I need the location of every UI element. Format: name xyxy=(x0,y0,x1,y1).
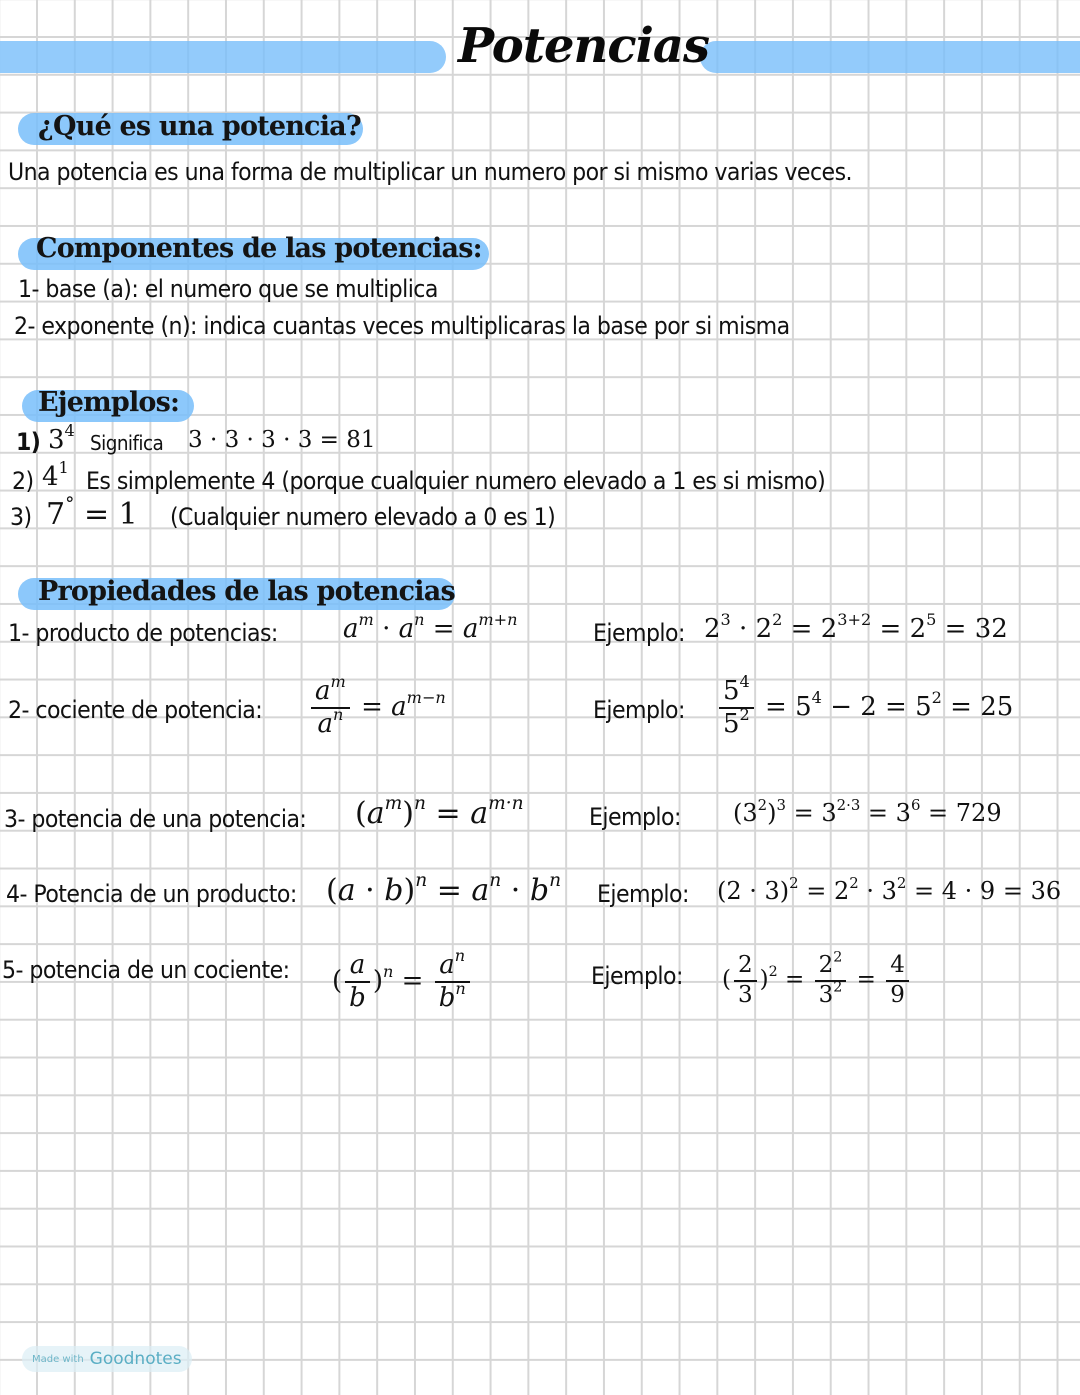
example-number: 2) xyxy=(12,467,34,495)
example-label: Ejemplo: xyxy=(591,962,683,990)
watermark-made-with: Made with xyxy=(32,1353,84,1365)
page-title: Potencias xyxy=(458,18,710,74)
section-heading-componentes: Componentes de las potencias: xyxy=(36,233,482,264)
definition-text: Una potencia es una forma de multiplicar un numero por si mismo varias veces. xyxy=(8,158,852,186)
property-label: 4- Potencia de un producto: xyxy=(6,880,297,908)
example-number: 3) xyxy=(10,503,32,531)
property-label: 1- producto de potencias: xyxy=(8,619,278,647)
property-label: 2- cociente de potencia: xyxy=(8,696,263,724)
example-label: Ejemplo: xyxy=(597,880,689,908)
section-heading-propiedades: Propiedades de las potencias xyxy=(38,576,455,607)
property-rule: ( $\frac{a}{b}$ )$^n$ = $\frac{a^n}{b^n}$ xyxy=(332,950,473,1014)
title-banner-right xyxy=(700,41,1080,73)
example-label: Ejemplo: xyxy=(593,619,685,647)
goodnotes-watermark xyxy=(22,1346,192,1372)
example-number: 1) xyxy=(16,428,41,456)
example-label: Ejemplo: xyxy=(593,696,685,724)
title-banner-left xyxy=(0,41,446,73)
example-text: Es simplemente 4 (porque cualquier numero elevado a 1 es si mismo) xyxy=(86,467,826,495)
property-rule: $(a^m)^n = a^{m\cdot n}$ xyxy=(355,793,524,831)
example-power: 7° = 1 xyxy=(46,494,138,532)
example-power: $3^4$ xyxy=(48,420,75,455)
example-power: $4^1$ xyxy=(42,457,69,492)
property-example: $2^3 \cdot 2^2 = 2^{3+2} = 2^5 = 32$ xyxy=(704,609,1008,644)
watermark-brand: Goodnotes xyxy=(89,1349,182,1369)
component-item-base: 1- base (a): el numero que se multiplica xyxy=(18,275,438,303)
example-text: (Cualquier numero elevado a 0 es 1) xyxy=(170,503,556,531)
property-example: $(2 \cdot 3)^2 = 2^2 \cdot 3^2 = 4 \cdot 9 = 36$ xyxy=(717,873,1062,905)
section-heading-que-es: ¿Qué es una potencia? xyxy=(38,111,361,142)
example-label: Significa xyxy=(90,431,164,455)
property-example: $(3^2)^3 = 3^{2\cdot 3} = 3^6 = 729$ xyxy=(733,795,1002,827)
component-item-exponente: 2- exponente (n): indica cuantas veces multiplicaras la base por si misma xyxy=(14,312,790,340)
example-expression: 3 · 3 · 3 · 3 = 81 xyxy=(188,427,376,453)
property-label: 3- potencia de una potencia: xyxy=(4,805,307,833)
property-rule: $a^m \cdot a^n = a^{m+n}$ xyxy=(343,609,518,644)
section-heading-ejemplos: Ejemplos: xyxy=(38,387,180,418)
property-example: $\frac{5^4}{5^2}$ = $5^4 - 2 = 5^2 = 25$ xyxy=(716,676,1013,740)
property-example: ( $\frac{2}{3}$ )$^2$ = $\frac{2^2}{3^2}$ = $\frac{4}{9}$ xyxy=(722,952,912,1009)
property-label: 5- potencia de un cociente: xyxy=(2,956,290,984)
property-rule: $(a \cdot b)^n = a^n \cdot b^n$ xyxy=(326,870,562,908)
property-rule: $\frac{a^m}{a^n}$ = $a^{m-n}$ xyxy=(308,676,446,740)
example-label: Ejemplo: xyxy=(589,803,681,831)
